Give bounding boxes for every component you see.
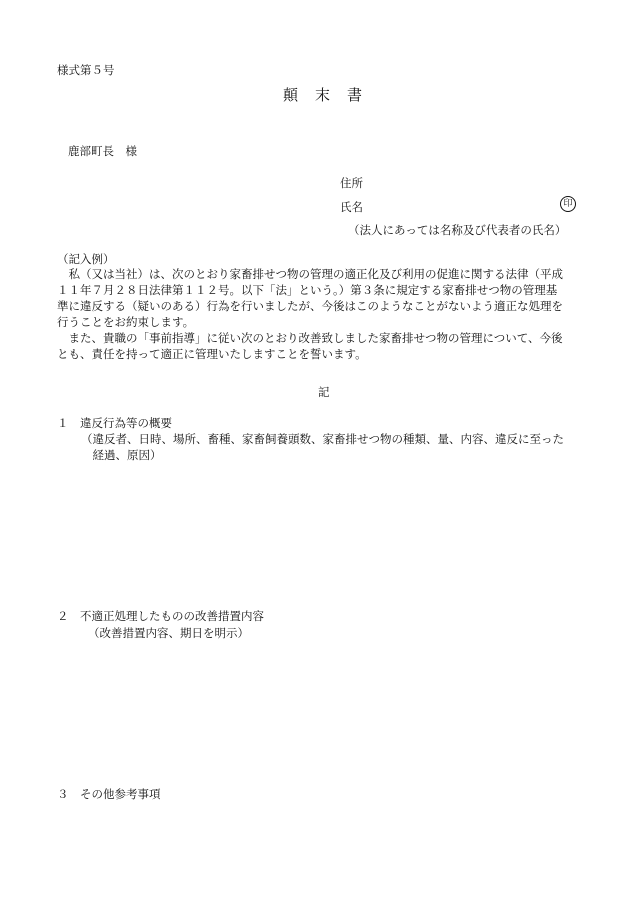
document-title: 顛 末 書 <box>283 86 364 104</box>
declaration-text: 私（又は当社）は、次のとおり家畜排せつ物の管理の適正化及び利用の促進に関する法律（平成 １１年７月２８日法律第１１２号。以下「法」という。）第３条に規定する家畜排せつ物の管理基 準に違反する（疑いのある）行為を行いましたが、今後はこのようなことがないよう適正な処理を 行うことをお約束します。 また、貴職の「事前指導」に従い次のとおり改善致しました家畜排せつ物の管理について、今後 とも、責任を持って適正に管理いたしますことを誓います。 <box>57 267 563 361</box>
example-heading: （記入例） <box>57 252 115 266</box>
ki-heading: 記 <box>318 385 330 399</box>
form-number: 様式第５号 <box>57 63 115 77</box>
seal-mark: 印 <box>560 196 576 212</box>
section-2-title: ２ 不適正処理したものの改善措置内容 <box>57 609 264 623</box>
name-note: （法人にあっては名称及び代表者の氏名） <box>348 223 567 237</box>
address-label: 住所 <box>340 176 363 190</box>
section-1-note: （違反者、日時、場所、畜種、家畜飼養頭数、家畜排せつ物の種類、量、内容、違反に至った 経過、原因） <box>81 432 564 462</box>
section-2-note: （改善措置内容、期日を明示） <box>88 626 249 640</box>
section-1-title: １ 違反行為等の概要 <box>57 416 172 430</box>
section-3-title: ３ その他参考事項 <box>57 787 161 801</box>
name-label: 氏名 <box>340 200 363 214</box>
addressee: 鹿部町長 様 <box>68 144 137 158</box>
